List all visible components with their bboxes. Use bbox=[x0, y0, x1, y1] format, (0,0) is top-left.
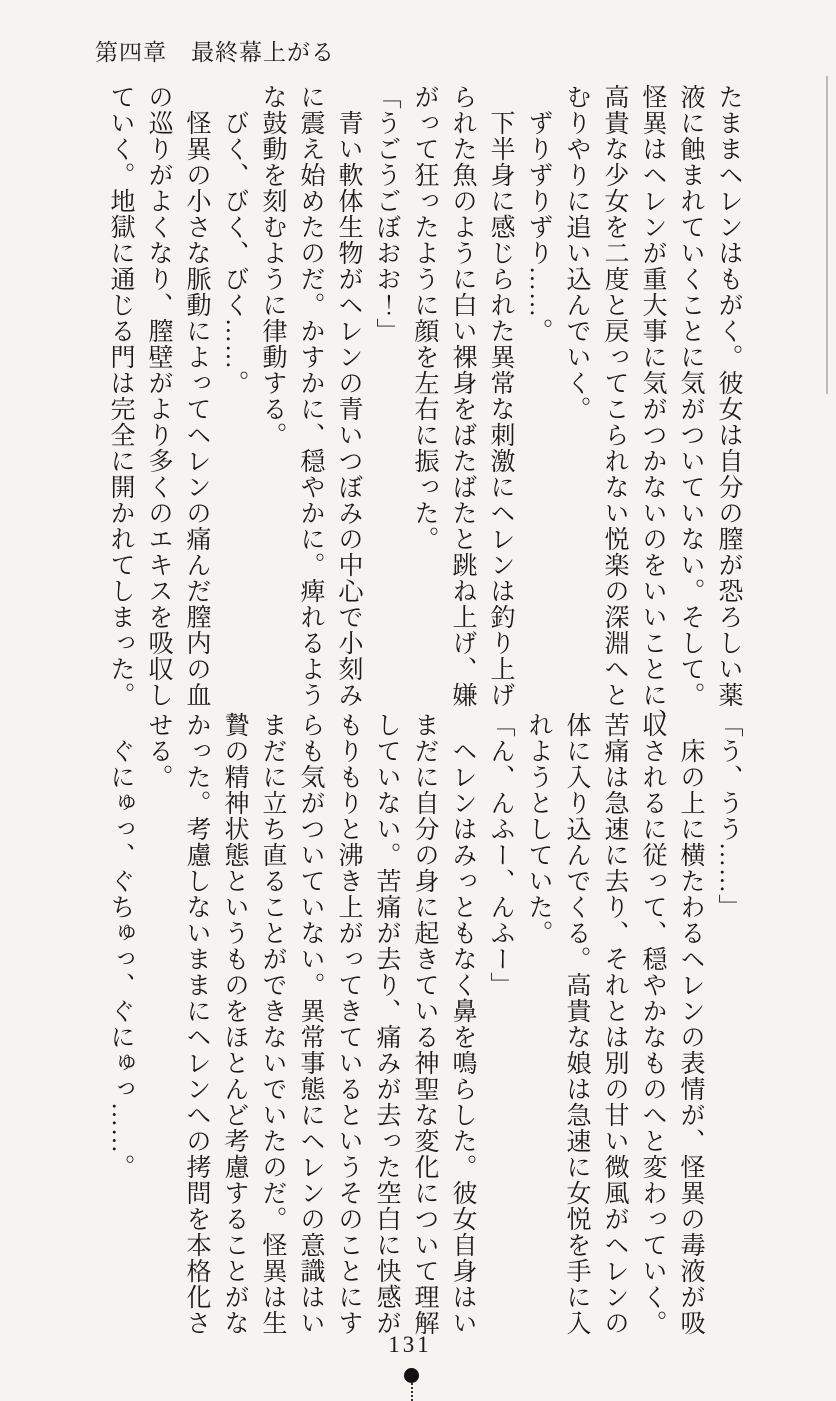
text-line: な鼓動を刻むように律動する。 bbox=[259, 84, 286, 448]
text-line: かった。考慮しないままにヘレンへの拷問を本格化さ bbox=[183, 712, 210, 1336]
text-line: ヘレンはみっともなく鼻を鳴らした。彼女自身はい bbox=[449, 712, 476, 1336]
text-line: せる。 bbox=[145, 712, 172, 790]
text-line: まだに立ち直ることができないでいたのだ。怪異は生 bbox=[259, 712, 286, 1336]
page-number: 131 bbox=[388, 1332, 432, 1357]
text-line: 怪異の小さな脈動によってヘレンの痛んだ膣内の血 bbox=[183, 84, 210, 708]
chapter-header: 第四章 最終幕上がる bbox=[95, 40, 335, 65]
binding-dotted-tail bbox=[411, 1383, 413, 1401]
text-line: むりやりに追い込んでいく。 bbox=[563, 84, 590, 422]
text-line: ずりずりずり……。 bbox=[525, 84, 552, 344]
text-line: 高貴な少女を二度と戻ってこられない悦楽の深淵へと bbox=[601, 84, 628, 708]
text-line: 苦痛は急速に去り、それとは別の甘い微風がヘレンの bbox=[601, 712, 628, 1336]
binding-mark bbox=[404, 1368, 419, 1401]
text-line: 液に蝕まれていくことに気がついていない。そして。 bbox=[677, 84, 704, 708]
text-line: 怪異はヘレンが重大事に気がつかないのをいいことに、 bbox=[639, 84, 666, 734]
text-line: びく、びく、びく……。 bbox=[221, 84, 248, 396]
text-line: ていく。地獄に通じる門は完全に開かれてしまった。 bbox=[107, 84, 134, 708]
text-line: 下半身に感じられた異常な刺激にヘレンは釣り上げ bbox=[487, 84, 514, 708]
text-line: ぐにゅっ、ぐちゅっ、ぐにゅっ……。 bbox=[107, 712, 134, 1180]
text-line: 体に入り込んでくる。高貴な娘は急速に女悦を手に入 bbox=[563, 712, 590, 1336]
text-line: 床の上に横たわるヘレンの表情が、怪異の毒液が吸 bbox=[677, 712, 704, 1336]
text-line: がって狂ったように顔を左右に振った。 bbox=[411, 84, 438, 552]
text-line: 「ん、んふー、んふー」 bbox=[487, 712, 514, 998]
text-line: らも気がついていない。異常事態にヘレンの意識はい bbox=[297, 712, 324, 1336]
text-block-top bbox=[101, 84, 747, 734]
text-block-bottom bbox=[101, 712, 747, 1334]
text-line: れようとしていた。 bbox=[525, 712, 552, 946]
text-line: まだに自分の身に起きている神聖な変化について理解 bbox=[411, 712, 438, 1336]
binding-dot-icon bbox=[404, 1368, 419, 1383]
text-line: もりもりと沸き上がってきているというそのことにす bbox=[335, 712, 362, 1336]
text-line: の巡りがよくなり、膣壁がより多くのエキスを吸収し bbox=[145, 84, 172, 708]
text-line: 「う、うう……」 bbox=[715, 712, 742, 920]
text-line: していない。苦痛が去り、痛みが去った空白に快感が bbox=[373, 712, 400, 1336]
text-line: 「うごうごぼおお！」 bbox=[373, 84, 400, 344]
text-line: 収されるに従って、穏やかなものへと変わっていく。 bbox=[639, 712, 666, 1336]
text-line: 贄の精神状態というものをほとんど考慮することがな bbox=[221, 712, 248, 1336]
text-line: に震え始めたのだ。かすかに、穏やかに。痺れるよう bbox=[297, 84, 324, 708]
text-line: られた魚のように白い裸身をばたばたと跳ね上げ、嫌 bbox=[449, 84, 476, 708]
text-line: 青い軟体生物がヘレンの青いつぼみの中心で小刻み bbox=[335, 84, 362, 708]
scan-edge-artifact bbox=[826, 76, 828, 394]
text-line: たままヘレンはもがく。彼女は自分の膣が恐ろしい薬 bbox=[715, 84, 742, 708]
